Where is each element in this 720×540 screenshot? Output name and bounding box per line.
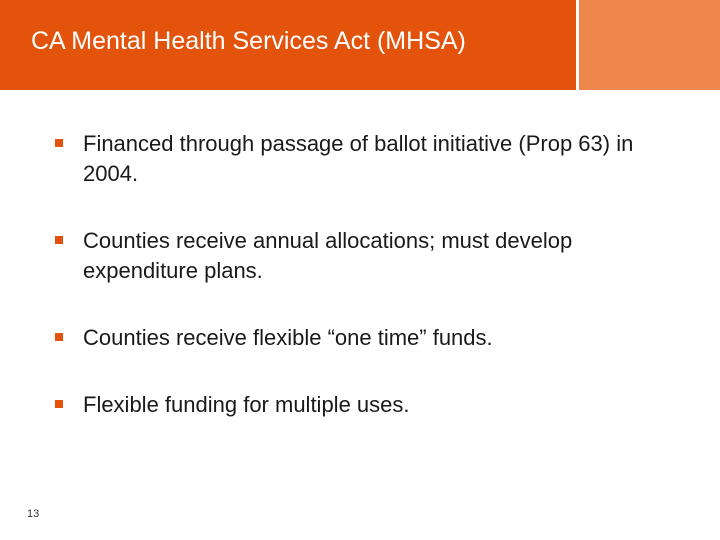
bullet-text: Financed through passage of ballot initiative (Prop 63) in 2004. [83,131,634,186]
page-number: 13 [27,508,40,520]
square-bullet-icon [55,236,63,244]
bullet-text: Counties receive flexible “one time” funds. [83,325,493,350]
bullet-text: Counties receive annual allocations; must develop expenditure plans. [83,228,573,283]
square-bullet-icon [55,333,63,341]
square-bullet-icon [55,139,63,147]
square-bullet-icon [55,400,63,408]
slide-title: CA Mental Health Services Act (MHSA) [31,27,466,55]
bullet-text: Flexible funding for multiple uses. [83,392,410,417]
